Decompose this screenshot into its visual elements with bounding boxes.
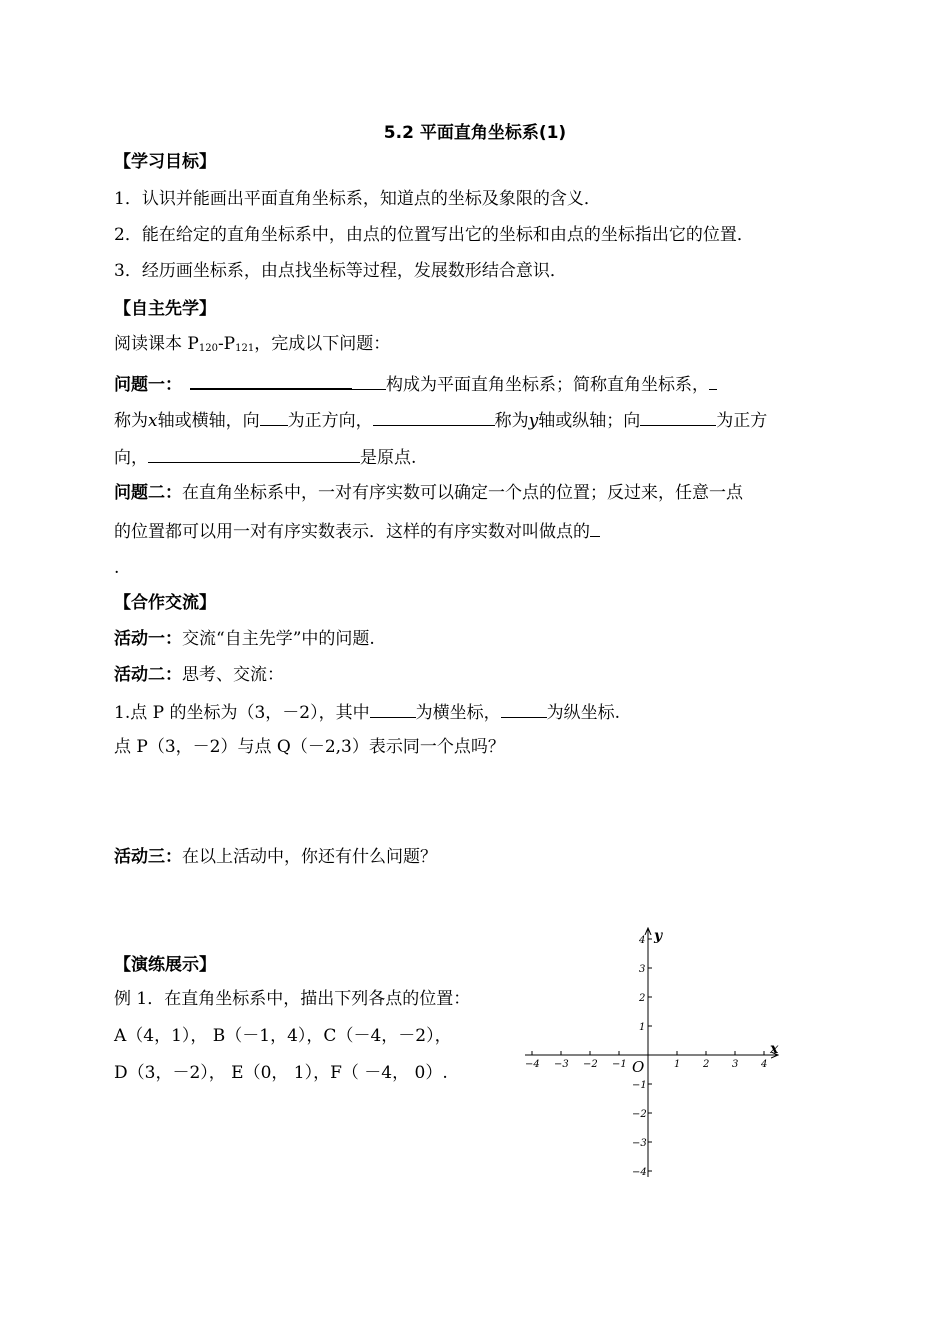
reading-page-end: 121 xyxy=(235,343,255,354)
goal-1: 1．认识并能画出平面直角坐标系，知道点的坐标及象限的含义． xyxy=(114,189,601,209)
x-tick-label: −1 xyxy=(612,1059,627,1070)
question-2-text-2: 的位置都可以用一对有序实数表示．这样的有序实数对叫做点的 xyxy=(114,522,590,542)
y-tick-label: 2 xyxy=(639,993,646,1004)
y-tick-label: 4 xyxy=(639,935,646,946)
answer-blank-x-axis[interactable] xyxy=(709,371,717,390)
y-tick-label: −1 xyxy=(632,1080,647,1091)
example-1-line-2: A（4，1）， B（－1，4），C（－4，－2）， xyxy=(114,1026,452,1046)
x-tick-label: 3 xyxy=(732,1059,739,1070)
question-1-text-5: 称为 xyxy=(494,411,529,431)
y-tick-label: −3 xyxy=(632,1138,647,1149)
question-1-label: 问题一： xyxy=(114,375,182,395)
example-1-line-1: 例 1．在直角坐标系中，描出下列各点的位置： xyxy=(114,989,471,1009)
x-tick-label: 1 xyxy=(674,1059,681,1070)
question-1-text-9: 是原点. xyxy=(360,448,417,468)
activity-1-text: 交流“自主先学”中的问题. xyxy=(182,629,375,649)
y-axis-symbol: y xyxy=(528,411,539,431)
activity-2-question-1-text-b: 为横坐标， xyxy=(415,703,501,723)
reading-suffix: ，完成以下问题： xyxy=(254,334,391,354)
answer-blank-coordinate-system-tail[interactable] xyxy=(352,371,386,390)
page-title: 5.2 平面直角坐标系(1) xyxy=(383,123,567,143)
activity-1-label: 活动一： xyxy=(114,629,182,649)
x-axis-symbol: x xyxy=(148,411,158,431)
question-2-line-3: . xyxy=(114,558,120,578)
x-axis-label: x xyxy=(770,1041,779,1057)
activity-2-question-2: 点 P（3，－2）与点 Q（－2,3）表示同一个点吗？ xyxy=(114,737,505,757)
question-1-line-1 xyxy=(114,370,717,397)
x-tick-label: −2 xyxy=(583,1059,598,1070)
question-1-text-2: 称为 xyxy=(114,411,148,431)
activity-2-text: 思考、交流： xyxy=(182,665,284,685)
activity-1 xyxy=(114,627,375,651)
question-1-text-3: 轴或横轴，向 xyxy=(157,411,260,431)
reading-instruction xyxy=(114,332,390,361)
x-tick-label: −4 xyxy=(525,1059,540,1070)
answer-blank-coordinate-system[interactable] xyxy=(190,370,352,390)
reading-prefix: 阅读课本 P xyxy=(114,334,199,354)
answer-blank-abscissa[interactable] xyxy=(370,699,416,718)
question-1-text-7: 为正方 xyxy=(716,411,768,431)
activity-3 xyxy=(114,845,437,869)
answer-blank-y-axis[interactable] xyxy=(373,407,495,426)
activity-2-label: 活动二： xyxy=(114,665,182,685)
question-2-line-2 xyxy=(114,518,600,544)
question-1-text-6: 轴或纵轴；向 xyxy=(538,411,641,431)
section-heading-cooperation: 【合作交流】 xyxy=(114,593,216,613)
answer-blank-x-direction[interactable] xyxy=(260,407,288,426)
question-2-line-1 xyxy=(114,481,743,505)
y-tick-label: 3 xyxy=(639,964,646,975)
activity-3-text: 在以上活动中，你还有什么问题？ xyxy=(182,847,437,867)
activity-3-label: 活动三： xyxy=(114,847,182,867)
x-tick-label: −3 xyxy=(554,1059,569,1070)
question-1-line-3 xyxy=(114,444,416,470)
question-2-label: 问题二： xyxy=(114,483,182,503)
answer-blank-origin[interactable] xyxy=(148,444,360,463)
y-tick-label: 1 xyxy=(639,1022,646,1033)
reading-page-start: 120 xyxy=(198,343,218,354)
y-tick-label: −2 xyxy=(632,1109,647,1120)
answer-blank-y-direction[interactable] xyxy=(640,407,716,426)
goal-2: 2．能在给定的直角坐标系中，由点的位置写出它的坐标和由点的坐标指出它的位置． xyxy=(114,225,754,245)
x-tick-label: 4 xyxy=(761,1059,768,1070)
question-1-text-4: 为正方向， xyxy=(287,411,373,431)
x-tick-label: 2 xyxy=(703,1059,710,1070)
y-axis-label: y xyxy=(654,928,663,944)
goal-3: 3．经历画坐标系，由点找坐标等过程，发展数形结合意识． xyxy=(114,261,567,281)
question-1-text-1: 构成为平面直角坐标系；简称直角坐标系， xyxy=(386,375,709,395)
activity-2-question-1-text-c: 为纵坐标. xyxy=(546,703,621,723)
answer-blank-ordinate[interactable] xyxy=(501,699,547,718)
activity-2-question-1-text-a: 1.点 P 的坐标为（3，－2），其中 xyxy=(114,703,370,723)
question-2-text-1: 在直角坐标系中，一对有序实数可以确定一个点的位置；反过来，任意一点 xyxy=(182,483,743,503)
section-heading-self-study: 【自主先学】 xyxy=(114,299,216,319)
activity-2 xyxy=(114,663,284,687)
question-1-text-8: 向， xyxy=(114,448,148,468)
origin-label: O xyxy=(632,1058,645,1076)
y-tick-label: −4 xyxy=(632,1167,647,1178)
answer-blank-coordinates[interactable] xyxy=(590,518,600,537)
activity-2-question-1 xyxy=(114,699,620,725)
example-1-line-3: D（3，－2）， E（0， 1），F（ －4， 0）. xyxy=(114,1063,448,1083)
section-heading-goals: 【学习目标】 xyxy=(114,152,216,172)
coordinate-grid xyxy=(520,922,790,1182)
reading-dash: -P xyxy=(217,334,236,354)
section-heading-practice: 【演练展示】 xyxy=(114,955,216,975)
question-1-line-2 xyxy=(114,407,767,433)
